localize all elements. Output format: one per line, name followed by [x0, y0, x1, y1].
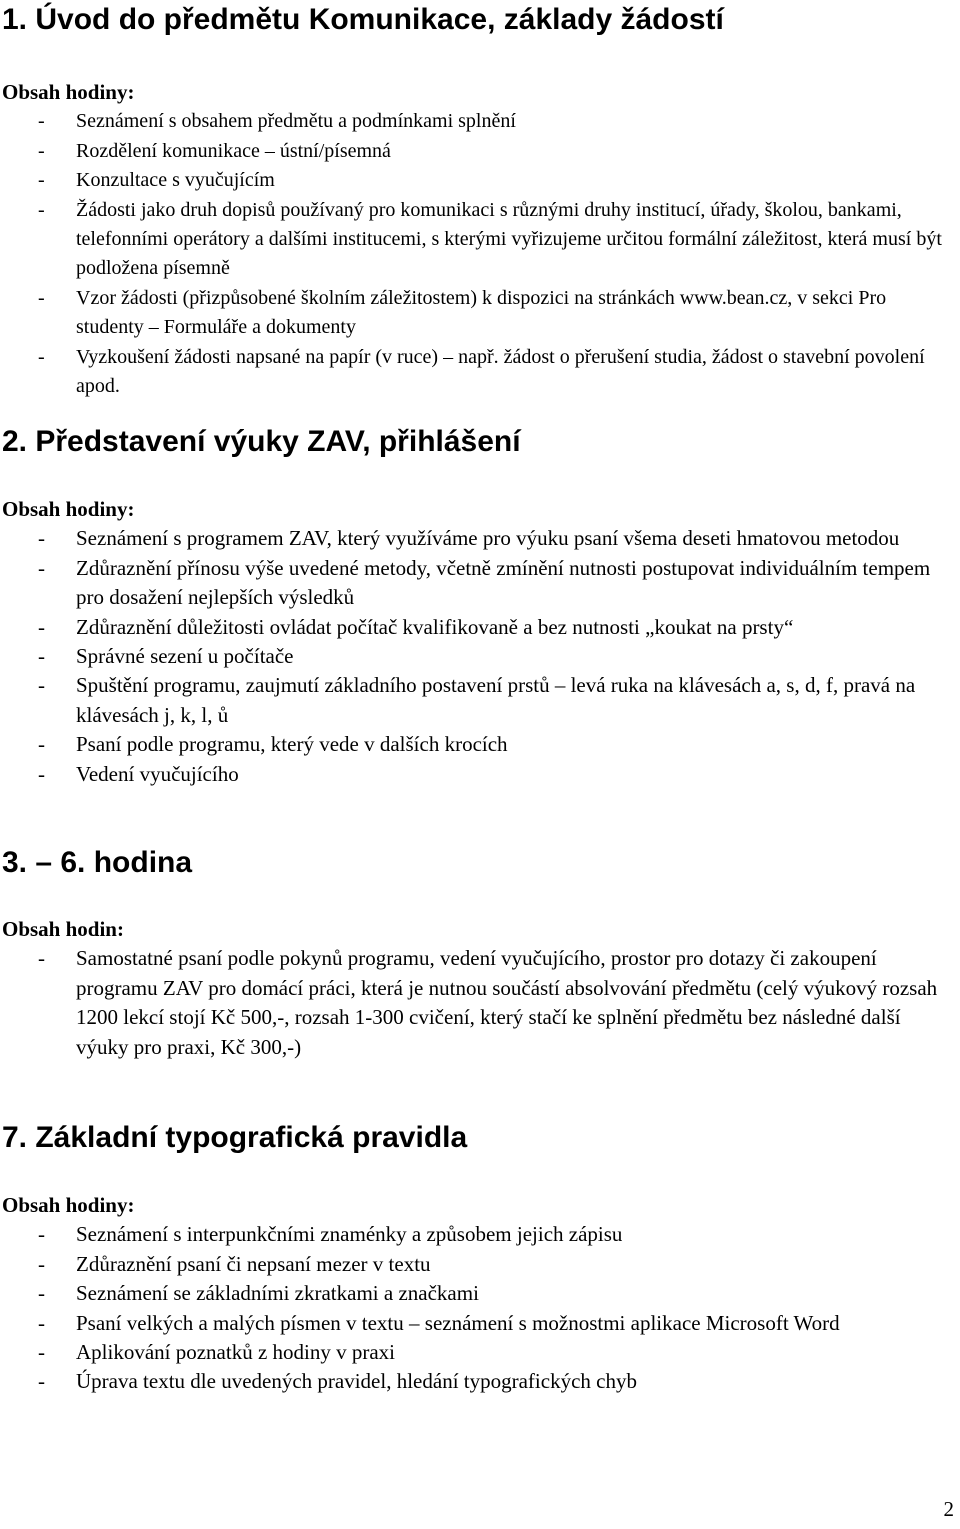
list-item: [0, 1279, 960, 1308]
list-item: [0, 760, 960, 789]
dash-marker: -: [38, 946, 45, 971]
list-item: [0, 1250, 960, 1279]
list-item-text: Seznámení s obsahem předmětu a podmínkami splnění: [76, 110, 516, 133]
list-item-text: Psaní velkých a malých písmen v textu – seznámení s možnostmi aplikace Microsoft Word: [76, 1310, 840, 1335]
list-item: [0, 137, 960, 166]
list-item-text: Konzultace s vyučujícím: [76, 169, 275, 192]
dash-marker: -: [38, 139, 45, 162]
dash-marker: -: [38, 169, 45, 192]
list-item: [0, 671, 960, 730]
list-item-text: Rozdělení komunikace – ústní/písemná: [76, 139, 391, 162]
dash-marker: -: [38, 761, 45, 786]
list-item-text: Psaní podle programu, který vede v dalších krocích: [76, 732, 508, 757]
dash-marker: -: [38, 526, 45, 551]
section-4-subtitle: Obsah hodiny:: [2, 1193, 135, 1217]
dash-marker: -: [38, 110, 45, 133]
section-3: [0, 845, 960, 1062]
list-item-text: Samostatné psaní podle pokynů programu, vedení vyučujícího, prostor pro dotazy či zakoupení programu ZAV pro domácí práci, která je nutnou součástí absolvování předmětu (celý výukový rozsah 1200 lekcí stojí Kč 500,-, rozsah 1-300 cvičení, který stačí ke splnění předmětu bez následné další výuky pro praxi, Kč 300,-): [76, 946, 938, 1059]
list-item-text: Zdůraznění psaní či nepsaní mezer v textu: [76, 1251, 431, 1276]
list-item-text: Seznámení se základními zkratkami a značkami: [76, 1281, 479, 1306]
section-2-title: 2. Představení výuky ZAV, přihlášení: [2, 425, 521, 458]
dash-marker: -: [38, 1251, 45, 1276]
dash-marker: -: [38, 198, 45, 221]
dash-marker: -: [38, 732, 45, 757]
list-item: [0, 166, 960, 195]
dash-marker: -: [38, 1222, 45, 1247]
section-4-list: [0, 1220, 960, 1396]
section-1-list: [0, 107, 960, 401]
section-1: [0, 2, 960, 401]
list-item: [0, 613, 960, 642]
list-item-text: Úprava textu dle uvedených pravidel, hledání typografických chyb: [76, 1369, 637, 1394]
list-item: [0, 730, 960, 759]
dash-marker: -: [38, 1281, 45, 1306]
list-item-text: Seznámení s programem ZAV, který využíváme pro výuku psaní všema deseti hmatovou metodou: [76, 526, 900, 551]
list-item: [0, 1367, 960, 1396]
list-item: [0, 524, 960, 553]
section-2-list: [0, 524, 960, 789]
list-item: [0, 107, 960, 136]
list-item-text: Seznámení s interpunkčními znaménky a způsobem jejich zápisu: [76, 1222, 623, 1247]
section-2: [0, 424, 960, 789]
section-1-subtitle: Obsah hodiny:: [2, 80, 135, 104]
list-item-text: Zdůraznění důležitosti ovládat počítač kvalifikovaně a bez nutnosti „koukat na prsty“: [76, 614, 794, 639]
section-4-title: 7. Základní typografická pravidla: [2, 1121, 468, 1154]
list-item: [0, 1220, 960, 1249]
list-item: [0, 944, 960, 1062]
dash-marker: -: [38, 345, 45, 368]
section-1-title: 1. Úvod do předmětu Komunikace, základy žádostí: [2, 3, 724, 36]
list-item-text: Zdůraznění přínosu výše uvedené metody, včetně zmínění nutnosti postupovat individuálním tempem pro dosažení nejlepších výsledků: [76, 555, 931, 610]
list-item: [0, 1338, 960, 1367]
list-item: [0, 284, 960, 343]
dash-marker: -: [38, 1340, 45, 1365]
list-item-text: Žádosti jako druh dopisů používaný pro komunikaci s různými druhy institucí, úřady, školou, bankami, telefonními operátory a dalšími institucemi, s kterými vyřizujeme určitou formální záležitost, která musí být podložena písemně: [76, 198, 942, 280]
list-item-text: Aplikování poznatků z hodiny v praxi: [76, 1340, 396, 1365]
list-item-text: Vyzkoušení žádosti napsané na papír (v ruce) – např. žádost o přerušení studia, žádost o stavební povolení apod.: [76, 345, 925, 398]
dash-marker: -: [38, 286, 45, 309]
list-item: [0, 554, 960, 613]
section-3-subtitle: Obsah hodin:: [2, 917, 124, 941]
dash-marker: -: [38, 1369, 45, 1394]
dash-marker: -: [38, 673, 45, 698]
dash-marker: -: [38, 555, 45, 580]
dash-marker: -: [38, 614, 45, 639]
section-3-list: [0, 944, 960, 1062]
section-4: [0, 1120, 960, 1397]
list-item: [0, 1309, 960, 1338]
list-item: [0, 196, 960, 284]
list-item: [0, 642, 960, 671]
dash-marker: -: [38, 1310, 45, 1335]
list-item-text: Vzor žádosti (přizpůsobené školním záležitostem) k dispozici na stránkách www.bean.cz, v sekci Pro studenty – Formuláře a dokumenty: [76, 286, 887, 339]
list-item-text: Správné sezení u počítače: [76, 644, 294, 669]
dash-marker: -: [38, 644, 45, 669]
section-3-title: 3. – 6. hodina: [2, 846, 193, 879]
list-item: [0, 343, 960, 402]
list-item-text: Vedení vyučujícího: [76, 761, 239, 786]
section-2-subtitle: Obsah hodiny:: [2, 497, 135, 521]
page-number: 2: [943, 1497, 954, 1521]
list-item-text: Spuštění programu, zaujmutí základního postavení prstů – levá ruka na klávesách a, s, d, f, pravá na klávesách j, k, l, ů: [76, 673, 916, 727]
